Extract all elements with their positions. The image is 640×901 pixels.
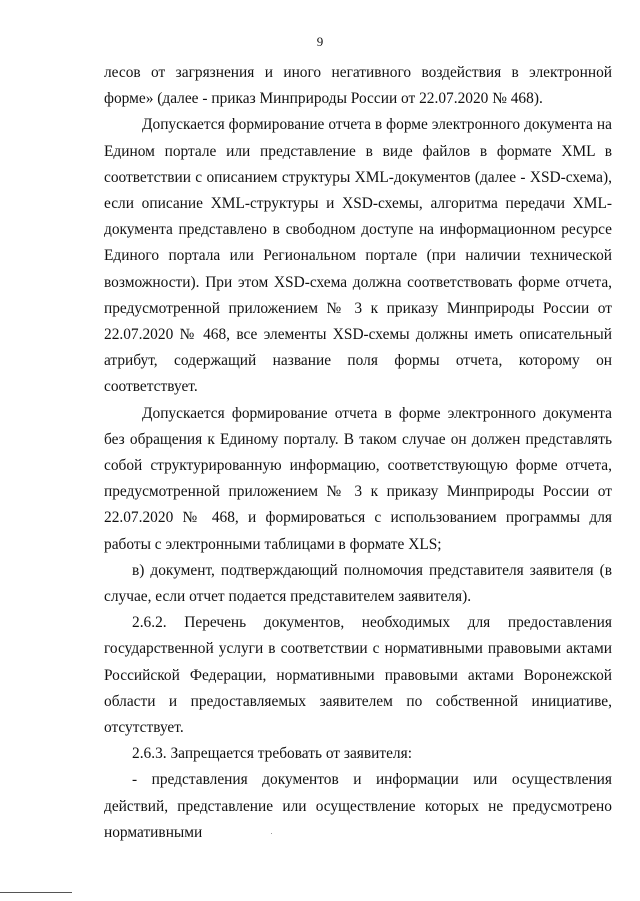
paragraph-xml-electronic-report: Допускается формирование отчета в форме электронного документа на Едином портале или представление в виде файлов в формате XML в соответствии с описанием структуры XML-документов (далее - XSD-схема), если описание XML-структуры и XSD-схемы, алгоритма передачи XML-документа представлено в свободном доступе на информационном ресурсе Единого портала или Региональном портале (при наличии технической возможности). При этом XSD-схема должна соответствовать форме отчета, предусмотренной приложением № 3 к приказу Минприроды России от 22.07.2020 № 468, все элементы XSD-схемы должны иметь описательный атрибут, содержащий название поля формы отчета, которому он соответствует. [104, 116, 612, 396]
paragraph-prohibited-requirements: - представления документов и информации или осуществления действий, представление или осуществление которых не предусмотрено нормативными [104, 771, 612, 841]
scan-mark [271, 833, 272, 834]
paragraph-xls-report: Допускается формирование отчета в форме электронного документа без обращения к Единому порталу. В таком случае он должен представлять собой структурированную информацию, соответствующую форме отчета, предусмотренной приложением № 3 к приказу Минприроды России от 22.07.2020 № 468, и формироваться с использованием программы для работы с электронными таблицами в формате XLS; [104, 404, 612, 553]
page-number: 9 [316, 34, 324, 49]
paragraph-representative-document: в) документ, подтверждающий полномочия представителя заявителя (в случае, если отчет подается представителем заявителя). [104, 561, 612, 606]
document-body [104, 60, 612, 846]
paragraph-section-2-6-3-heading: 2.6.3. Запрещается требовать от заявителя: [132, 745, 412, 763]
paragraph-section-2-6-2: 2.6.2. Перечень документов, необходимых для предоставления государственной услуги в соответствии с нормативными правовыми актами Российской Федерации, нормативными правовыми актами Воронежской области и предоставляемых заявителем по собственной инициативе, отсутствует. [104, 614, 612, 737]
bottom-left-rule [0, 892, 72, 893]
paragraph-intro-continuation: лесов от загрязнения и иного негативного воздействия в электронной форме» (далее - приказ Минприроды России от 22.07.2020 № 468). [104, 64, 612, 108]
